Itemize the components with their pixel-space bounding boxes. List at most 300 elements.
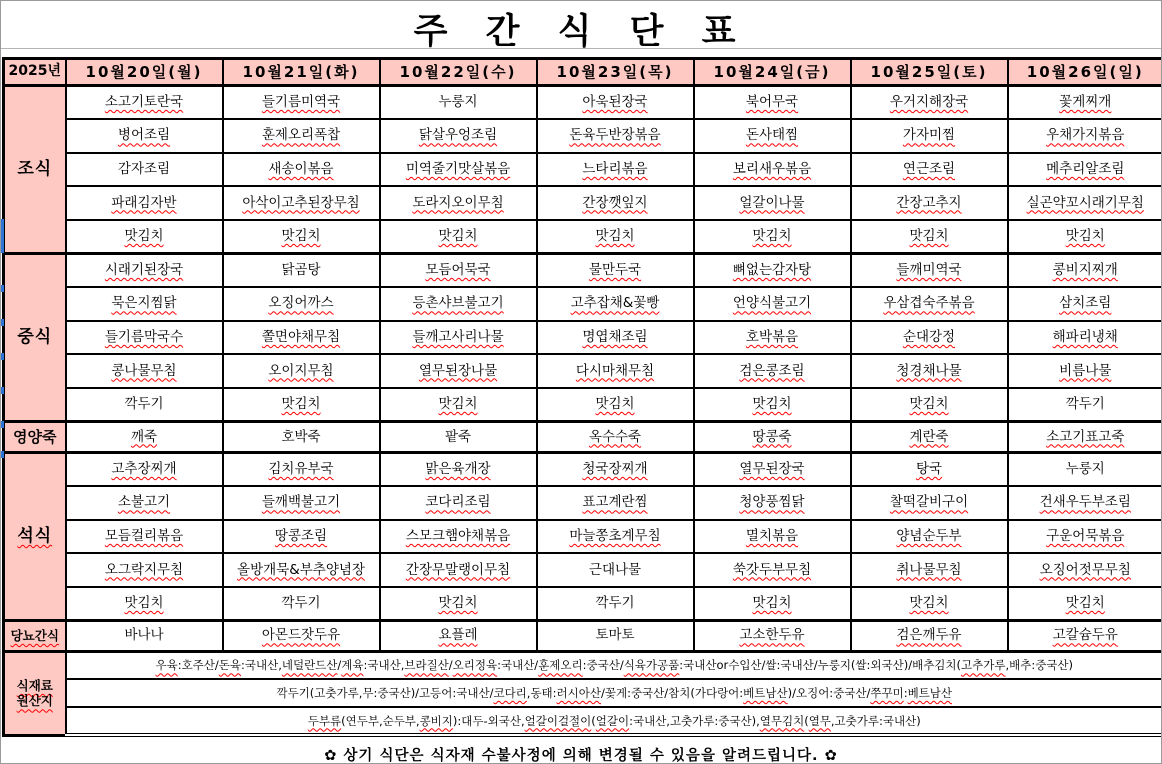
section-breakfast xyxy=(4,86,1162,254)
menu-item-text: 아삭이고추된장무침 xyxy=(242,194,360,211)
menu-row xyxy=(4,520,1162,554)
menu-cell xyxy=(1008,253,1162,287)
menu-item-text: 검은깨두유 xyxy=(896,627,962,644)
origin-info-cell xyxy=(66,707,1162,735)
menu-item-text: 삼치조림 xyxy=(1059,295,1112,312)
origin-text-segment: ( xyxy=(804,713,809,728)
section-dinner xyxy=(4,452,1162,620)
menu-cell xyxy=(66,553,223,587)
origin-text-segment: ,배추:중국산) xyxy=(1005,658,1074,673)
footer-text-segment: 에 의해 변경될 수 있음을 xyxy=(541,748,722,764)
menu-cell xyxy=(380,220,537,254)
menu-item-text: 들기름미역국 xyxy=(261,94,341,111)
menu-item-text: 청국장찌개 xyxy=(582,461,648,478)
menu-item-text: 건새우두부조림 xyxy=(1039,494,1131,511)
section-label-text: 조식 xyxy=(17,159,53,180)
menu-item-text: 우거지해장국 xyxy=(889,94,969,111)
section-lunch xyxy=(4,253,1162,421)
menu-cell xyxy=(694,587,851,621)
menu-cell xyxy=(694,119,851,153)
menu-item-text: 소고기토란국 xyxy=(104,94,184,111)
menu-row xyxy=(4,153,1162,187)
menu-item-text: 닭곰탕 xyxy=(281,262,321,279)
menu-row xyxy=(4,587,1162,621)
origin-text-segment: :국내산, xyxy=(241,658,282,673)
menu-item-text: 청양풍찜닭 xyxy=(739,494,805,511)
menu-table xyxy=(2,57,1162,737)
menu-row xyxy=(4,253,1162,287)
menu-item-text: 계란죽 xyxy=(909,428,949,445)
menu-item-text: 등촌샤브불고기 xyxy=(412,295,504,312)
year-cell: 2025년 xyxy=(4,59,66,86)
menu-cell xyxy=(537,220,694,254)
menu-cell xyxy=(537,86,694,120)
menu-item-text: 미역줄기맛살볶음 xyxy=(405,161,511,178)
menu-item-text: 취나물무침 xyxy=(896,561,962,578)
menu-cell xyxy=(851,553,1008,587)
menu-item-text: 호박죽 xyxy=(281,428,321,445)
origin-text-segment: 얼갈이걸절이 xyxy=(524,713,592,728)
menu-cell xyxy=(223,486,380,520)
menu-cell xyxy=(66,620,223,651)
menu-cell xyxy=(694,421,851,452)
menu-item-text: 맛김치 xyxy=(281,395,321,412)
menu-cell xyxy=(1008,520,1162,554)
menu-cell xyxy=(66,421,223,452)
menu-item-text: 감자조림 xyxy=(117,161,171,178)
menu-cell xyxy=(223,520,380,554)
menu-cell xyxy=(66,388,223,422)
menu-cell xyxy=(1008,452,1162,486)
menu-cell xyxy=(851,186,1008,220)
menu-item-text: 오그락지무침 xyxy=(104,561,184,578)
menu-item-text: 간장무말랭이무침 xyxy=(405,561,511,578)
menu-item-text: 다시마채무침 xyxy=(575,362,655,379)
menu-cell xyxy=(66,119,223,153)
footer-text-segment: 알려드립니다 xyxy=(722,748,813,764)
day-header-1: 10월20일(월) xyxy=(66,59,223,86)
section-label-origin xyxy=(4,651,66,735)
menu-item-text: 맛김치 xyxy=(909,395,949,412)
menu-item-text: 훈제오리폭찹 xyxy=(261,127,341,144)
menu-cell xyxy=(694,287,851,321)
origin-text-segment: 브라질산 xyxy=(404,658,449,673)
menu-item-text: 오징어까스 xyxy=(268,295,334,312)
menu-cell xyxy=(851,354,1008,388)
origin-text-segment: / xyxy=(448,658,453,673)
origin-text-segment: :중국산/ xyxy=(582,658,624,673)
origin-text-segment: :국내산,고춧가루:중국산), xyxy=(629,713,760,728)
menu-cell xyxy=(223,220,380,254)
origin-text-segment: (연두부,순두부, xyxy=(341,713,420,728)
menu-item-text: 양념순두부 xyxy=(896,528,962,544)
menu-item-text: 새송이볶음 xyxy=(268,161,334,178)
menu-cell xyxy=(537,354,694,388)
origin-text-segment: 얼갈이 xyxy=(595,713,630,728)
menu-cell xyxy=(694,388,851,422)
menu-item-text: 맛김치 xyxy=(438,395,478,412)
menu-item-text: 맛김치 xyxy=(438,594,478,611)
menu-cell xyxy=(851,321,1008,355)
menu-item-text: 토마토 xyxy=(595,627,635,644)
menu-cell xyxy=(1008,321,1162,355)
menu-cell xyxy=(1008,86,1162,120)
menu-cell xyxy=(66,321,223,355)
origin-text-segment: / xyxy=(337,658,342,673)
menu-cell xyxy=(66,520,223,554)
menu-item-text: 올방개묵&부추양념장 xyxy=(237,561,365,578)
menu-cell xyxy=(223,452,380,486)
menu-cell xyxy=(380,253,537,287)
origin-text-segment: 베트남산 xyxy=(907,686,953,701)
menu-item-text: 물만두국 xyxy=(588,262,642,279)
menu-cell xyxy=(380,587,537,621)
menu-cell xyxy=(380,486,537,520)
menu-row xyxy=(4,86,1162,120)
menu-row xyxy=(4,354,1162,388)
menu-cell xyxy=(380,388,537,422)
menu-item-text: 깍두기 xyxy=(281,594,321,611)
footer-note xyxy=(1,744,1161,764)
menu-cell xyxy=(694,520,851,554)
menu-cell xyxy=(223,388,380,422)
menu-item-text: 요플레 xyxy=(438,627,478,644)
menu-item-text: 꽃게찌개 xyxy=(1059,94,1112,111)
menu-cell xyxy=(380,620,537,651)
menu-item-text: 실곤약꼬시래기무침 xyxy=(1026,194,1144,211)
menu-item-text: 멸치볶음 xyxy=(745,528,799,544)
menu-cell xyxy=(694,220,851,254)
section-label-text: 중식 xyxy=(17,327,53,348)
menu-item-text: 맛김치 xyxy=(752,594,792,611)
left-edge-tick xyxy=(1,421,4,428)
menu-item-text: 돈사태찜 xyxy=(745,127,799,144)
menu-row xyxy=(4,321,1162,355)
menu-item-text: 맛김치 xyxy=(909,594,949,611)
menu-row xyxy=(4,620,1162,651)
menu-cell xyxy=(694,620,851,651)
menu-cell xyxy=(380,119,537,153)
footer-text-segment: ✿ 상기 식단은 xyxy=(324,748,431,764)
menu-item-text: 근대나물 xyxy=(588,561,642,578)
menu-item-text: 병어조림 xyxy=(117,127,171,144)
footer-text-segment: 식자재 xyxy=(430,748,476,764)
menu-row xyxy=(4,287,1162,321)
menu-item-text: 오이지무침 xyxy=(268,362,334,379)
menu-item-text: 뼈없는감자탕 xyxy=(732,262,812,279)
menu-cell xyxy=(1008,553,1162,587)
origin-row xyxy=(4,679,1162,707)
menu-row xyxy=(4,486,1162,520)
menu-cell xyxy=(1008,153,1162,187)
menu-item-text: 땅콩죽 xyxy=(752,428,792,445)
menu-cell xyxy=(1008,119,1162,153)
menu-cell xyxy=(537,287,694,321)
origin-text-segment: :호주산/ xyxy=(177,658,219,673)
origin-text-segment: : xyxy=(903,686,908,701)
menu-cell xyxy=(1008,220,1162,254)
menu-item-text: 가자미찜 xyxy=(902,127,956,144)
menu-item-text: 땅콩조림 xyxy=(274,528,328,544)
menu-item-text: 순대강정 xyxy=(902,329,956,346)
menu-cell xyxy=(380,354,537,388)
menu-cell xyxy=(851,253,1008,287)
menu-item-text: 맛김치 xyxy=(124,228,164,244)
menu-item-text: 모듬어묵국 xyxy=(425,262,491,279)
menu-cell xyxy=(537,388,694,422)
menu-item-text: 표고계란찜 xyxy=(582,494,648,511)
menu-cell xyxy=(537,153,694,187)
section-label-text: 석식 xyxy=(17,526,53,547)
menu-cell xyxy=(694,186,851,220)
left-edge-selection-artifact xyxy=(1,219,4,253)
section-label-porridge xyxy=(4,421,66,452)
origin-info-cell xyxy=(66,679,1162,707)
menu-cell xyxy=(694,153,851,187)
menu-cell xyxy=(537,321,694,355)
menu-item-text: 닭살우엉조림 xyxy=(418,127,498,144)
origin-text-segment: :국내산/ xyxy=(497,658,539,673)
left-edge-tick xyxy=(1,285,4,292)
section-label-snack xyxy=(4,620,66,651)
menu-row xyxy=(4,186,1162,220)
origin-text-segment: 열무김치 xyxy=(759,713,805,728)
footer-text-segment: . ✿ xyxy=(812,748,838,764)
origin-text-segment: 고추가루 xyxy=(961,658,1006,673)
menu-item-text: 비름나물 xyxy=(1059,362,1112,379)
menu-cell xyxy=(851,452,1008,486)
menu-cell xyxy=(380,186,537,220)
menu-cell xyxy=(380,520,537,554)
section-label-text: 원산지 xyxy=(16,693,53,709)
origin-text-segment: :국내산or수입산/쌀:국내산/누룽지(쌀:외국산)/배추김치( xyxy=(679,658,962,673)
origin-text-segment: 러시아산 xyxy=(556,686,601,701)
menu-item-text: 모듬컬리볶음 xyxy=(104,528,184,544)
menu-item-text: 맛김치 xyxy=(595,228,635,244)
left-edge-tick xyxy=(1,353,4,360)
menu-cell xyxy=(537,253,694,287)
origin-row xyxy=(4,651,1162,679)
menu-item-text: 도라지오이무침 xyxy=(412,194,504,211)
menu-cell xyxy=(851,388,1008,422)
menu-cell xyxy=(66,587,223,621)
menu-item-text: 오징어젓무무침 xyxy=(1039,561,1131,578)
menu-item-text: 맛김치 xyxy=(909,228,949,244)
menu-item-text: 간장깻잎지 xyxy=(582,194,648,211)
menu-item-text: 깍두기 xyxy=(595,594,635,611)
menu-cell xyxy=(223,553,380,587)
menu-item-text: 깨죽 xyxy=(130,428,158,445)
menu-cell xyxy=(694,253,851,287)
origin-text-segment: /꽃게:중국산/참치(가다랑어: xyxy=(600,686,744,701)
menu-item-text: 찰떡갈비구이 xyxy=(889,494,969,511)
menu-item-text: 느타리볶음 xyxy=(582,161,648,178)
menu-item-text: 소불고기 xyxy=(117,494,171,511)
left-edge-tick xyxy=(1,387,4,394)
section-label-dinner xyxy=(4,452,66,620)
menu-item-text: 쑥갓두부무침 xyxy=(732,561,812,578)
menu-cell xyxy=(223,587,380,621)
menu-item-text: 맛김치 xyxy=(438,228,478,244)
menu-cell xyxy=(851,153,1008,187)
origin-text-segment: 콩비지 xyxy=(419,713,453,728)
menu-cell xyxy=(66,452,223,486)
menu-cell xyxy=(1008,587,1162,621)
origin-text-segment: ,고춧가루:국내산) xyxy=(830,713,921,728)
menu-item-text: 보리새우볶음 xyxy=(732,161,812,178)
section-label-text: 식재료 xyxy=(16,677,53,693)
menu-cell xyxy=(1008,486,1162,520)
menu-item-text: 고추장찌개 xyxy=(111,461,177,478)
menu-item-text: 고소한두유 xyxy=(739,627,805,644)
menu-item-text: 콩나물무침 xyxy=(111,362,177,379)
menu-item-text: 언양식불고기 xyxy=(732,295,812,312)
menu-item-text: 깍두기 xyxy=(1065,395,1105,412)
menu-item-text: 스모크햄야채볶음 xyxy=(405,528,511,544)
origin-info-cell xyxy=(66,651,1162,679)
menu-cell xyxy=(694,86,851,120)
menu-cell xyxy=(851,220,1008,254)
menu-item-text: 맛김치 xyxy=(752,228,792,244)
menu-cell xyxy=(1008,388,1162,422)
origin-text-segment: )/오징어:중국산/ xyxy=(787,686,871,701)
menu-cell xyxy=(380,321,537,355)
menu-item-text: 들기름막국수 xyxy=(104,329,184,346)
section-porridge xyxy=(4,421,1162,452)
menu-item-text: 돈육두반장볶음 xyxy=(569,127,661,144)
menu-item-text: 탕국 xyxy=(915,461,943,478)
origin-row xyxy=(4,707,1162,735)
menu-cell xyxy=(223,421,380,452)
origin-text-segment: 우육 xyxy=(155,658,178,673)
origin-text-segment: :국내산, xyxy=(363,658,405,673)
menu-item-text: 아욱된장국 xyxy=(582,94,648,111)
origin-text-segment: 식육가공품 xyxy=(623,658,680,673)
left-edge-tick xyxy=(1,319,4,326)
menu-item-text: 고칼슘두유 xyxy=(1052,627,1118,644)
menu-cell xyxy=(223,119,380,153)
menu-item-text: 열무된장국 xyxy=(739,461,805,478)
menu-item-text: 청경채나물 xyxy=(896,362,962,379)
menu-cell xyxy=(66,153,223,187)
menu-cell xyxy=(223,354,380,388)
menu-item-text: 묵은지찜닭 xyxy=(111,295,177,312)
menu-cell xyxy=(66,86,223,120)
menu-cell xyxy=(1008,354,1162,388)
menu-item-text: 간장고추지 xyxy=(896,194,962,211)
origin-text-segment: 네덜란드산 xyxy=(281,658,338,673)
menu-item-text: 누룽지 xyxy=(438,94,478,111)
menu-cell xyxy=(223,253,380,287)
menu-item-text: 맛김치 xyxy=(124,594,164,611)
menu-item-text: 시래기된장국 xyxy=(104,262,184,279)
day-header-4: 10월23일(목) xyxy=(537,59,694,86)
menu-cell xyxy=(223,321,380,355)
menu-item-text: 북어무국 xyxy=(745,94,799,111)
menu-cell xyxy=(223,153,380,187)
menu-item-text: 맛김치 xyxy=(1065,594,1105,611)
menu-cell xyxy=(694,452,851,486)
menu-cell xyxy=(537,452,694,486)
menu-cell xyxy=(537,553,694,587)
menu-cell xyxy=(66,186,223,220)
menu-row xyxy=(4,119,1162,153)
menu-cell xyxy=(1008,287,1162,321)
menu-item-text: 들깨미역국 xyxy=(896,262,962,279)
menu-item-text: 깍두기 xyxy=(124,395,164,412)
menu-cell xyxy=(1008,620,1162,651)
menu-cell xyxy=(223,620,380,651)
menu-cell xyxy=(223,86,380,120)
menu-item-text: 고추잡채&꽃빵 xyxy=(570,295,660,312)
title-divider xyxy=(1,48,1161,49)
menu-item-text: 맛김치 xyxy=(595,395,635,412)
menu-item-text: 코다리조림 xyxy=(425,494,491,511)
menu-cell xyxy=(66,253,223,287)
table-header xyxy=(4,59,1162,86)
origin-text-segment: 두부류 xyxy=(307,713,342,728)
menu-cell xyxy=(851,520,1008,554)
menu-cell xyxy=(1008,421,1162,452)
menu-item-text: 해파리냉채 xyxy=(1052,329,1118,346)
menu-cell xyxy=(380,553,537,587)
menu-item-text: 들깨백불고기 xyxy=(261,494,341,511)
menu-item-text: 검은콩조림 xyxy=(739,362,805,379)
header-row xyxy=(4,59,1162,86)
menu-cell xyxy=(223,287,380,321)
menu-item-text: 구운어묵볶음 xyxy=(1046,528,1125,544)
menu-item-text: 바나나 xyxy=(124,627,164,644)
day-header-3: 10월22일(수) xyxy=(380,59,537,86)
section-label-text: 당뇨간식 xyxy=(10,628,59,644)
origin-text-segment: 코다리 xyxy=(493,686,527,701)
menu-item-text: 맛김치 xyxy=(752,395,792,412)
section-label-text: 영양죽 xyxy=(13,427,57,446)
menu-row xyxy=(4,553,1162,587)
menu-cell xyxy=(1008,186,1162,220)
menu-row xyxy=(4,220,1162,254)
menu-cell xyxy=(694,553,851,587)
origin-text-segment: 열무 xyxy=(808,713,831,728)
menu-item-text: 메추리알조림 xyxy=(1046,161,1125,178)
menu-item-text: 김치유부국 xyxy=(268,461,334,478)
menu-cell xyxy=(851,86,1008,120)
footer-text-segment: 수불사정 xyxy=(481,748,542,764)
menu-cell xyxy=(66,354,223,388)
origin-text-segment: 돈육 xyxy=(218,658,241,673)
menu-cell xyxy=(380,452,537,486)
menu-cell xyxy=(223,186,380,220)
menu-cell xyxy=(66,220,223,254)
menu-item-text: 콩비지찌개 xyxy=(1052,262,1118,279)
origin-text-segment: ,동태: xyxy=(526,686,557,701)
menu-item-text: 옥수수죽 xyxy=(588,428,642,445)
menu-cell xyxy=(851,486,1008,520)
section-label-breakfast xyxy=(4,86,66,254)
menu-cell xyxy=(380,421,537,452)
section-snack xyxy=(4,620,1162,651)
origin-text-segment: 베트남산 xyxy=(743,686,788,701)
menu-item-text: 열무된장나물 xyxy=(418,362,498,379)
menu-cell xyxy=(537,119,694,153)
menu-item-text: 맑은육개장 xyxy=(425,461,491,478)
menu-row xyxy=(4,421,1162,452)
menu-item-text: 맛김치 xyxy=(281,228,321,244)
menu-cell xyxy=(851,421,1008,452)
menu-item-text: 소고기표고죽 xyxy=(1046,428,1125,445)
menu-cell xyxy=(66,287,223,321)
menu-cell xyxy=(851,287,1008,321)
